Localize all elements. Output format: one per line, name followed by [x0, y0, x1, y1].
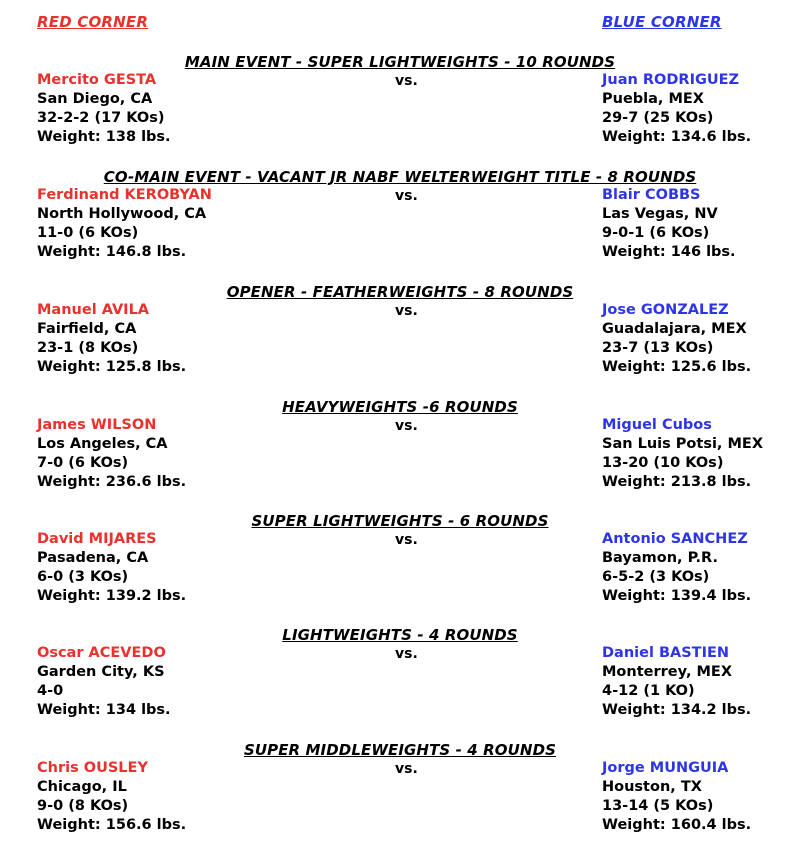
- fighter-hometown: Monterrey, MEX: [602, 664, 733, 680]
- blue-fighter: [602, 530, 751, 606]
- bout-title: SUPER MIDDLEWEIGHTS - 4 ROUNDS: [243, 741, 557, 759]
- bout-main-event: [0, 52, 800, 152]
- fighter-name: Jorge MUNGUIA: [602, 760, 729, 776]
- fighter-hometown: San Luis Potsi, MEX: [602, 436, 764, 452]
- red-fighter: [37, 416, 186, 492]
- fighter-record: 11-0 (6 KOs): [37, 225, 139, 241]
- vs-label: vs.: [395, 73, 418, 89]
- fighter-weight: Weight: 156.6 lbs.: [37, 817, 187, 833]
- fighter-record: 32-2-2 (17 KOs): [37, 110, 165, 126]
- fighter-weight: Weight: 134.6 lbs.: [602, 129, 752, 145]
- fighter-hometown: San Diego, CA: [37, 91, 153, 107]
- fighter-name: Juan RODRIGUEZ: [602, 72, 740, 88]
- red-fighter: [37, 644, 171, 720]
- bout-co-main-event: [0, 167, 800, 267]
- blue-corner-header: BLUE CORNER: [602, 13, 722, 31]
- bout-title: HEAVYWEIGHTS -6 ROUNDS: [282, 398, 518, 416]
- fighter-hometown: Chicago, IL: [37, 779, 127, 795]
- fighter-hometown: Bayamon, P.R.: [602, 550, 718, 566]
- fighter-record: 23-1 (8 KOs): [37, 340, 139, 356]
- vs-label: vs.: [395, 761, 418, 777]
- fighter-hometown: North Hollywood, CA: [37, 206, 207, 222]
- bout-opener: [0, 282, 800, 382]
- fighter-record: 9-0-1 (6 KOs): [602, 225, 710, 241]
- fighter-name: Chris OUSLEY: [37, 760, 148, 776]
- bout-title: SUPER LIGHTWEIGHTS - 6 ROUNDS: [251, 512, 549, 530]
- fighter-record: 23-7 (13 KOs): [602, 340, 714, 356]
- fighter-weight: Weight: 134.2 lbs.: [602, 702, 752, 718]
- fighter-record: 7-0 (6 KOs): [37, 455, 129, 471]
- fighter-name: Manuel AVILA: [37, 302, 150, 318]
- fighter-weight: Weight: 139.2 lbs.: [37, 588, 187, 604]
- red-fighter: [37, 71, 171, 147]
- vs-label: vs.: [395, 646, 418, 662]
- fighter-name: Jose GONZALEZ: [602, 302, 729, 318]
- fighter-hometown: Houston, TX: [602, 779, 702, 795]
- fighter-record: 4-12 (1 KO): [602, 683, 695, 699]
- fighter-hometown: Garden City, KS: [37, 664, 165, 680]
- red-fighter: [37, 759, 186, 835]
- bout-super-middleweights: [0, 740, 800, 840]
- fighter-record: 6-5-2 (3 KOs): [602, 569, 710, 585]
- vs-label: vs.: [395, 188, 418, 204]
- vs-label: vs.: [395, 418, 418, 434]
- blue-fighter: [602, 644, 751, 720]
- fighter-weight: Weight: 160.4 lbs.: [602, 817, 752, 833]
- blue-fighter: [602, 186, 736, 262]
- fighter-hometown: Los Angeles, CA: [37, 436, 168, 452]
- fighter-weight: Weight: 236.6 lbs.: [37, 474, 187, 490]
- bout-title: LIGHTWEIGHTS - 4 ROUNDS: [282, 626, 518, 644]
- fighter-name: Daniel BASTIEN: [602, 645, 730, 661]
- fighter-weight: Weight: 125.6 lbs.: [602, 359, 752, 375]
- fighter-weight: Weight: 125.8 lbs.: [37, 359, 187, 375]
- fighter-name: David MIJARES: [37, 531, 157, 547]
- red-corner-header: RED CORNER: [37, 13, 149, 31]
- vs-label: vs.: [395, 532, 418, 548]
- fighter-hometown: Fairfield, CA: [37, 321, 137, 337]
- bout-heavyweights: [0, 397, 800, 497]
- fighter-weight: Weight: 146 lbs.: [602, 244, 736, 260]
- bout-title: OPENER - FEATHERWEIGHTS - 8 ROUNDS: [226, 283, 574, 301]
- fighter-name: Ferdinand KEROBYAN: [37, 187, 212, 203]
- fighter-name: James WILSON: [37, 417, 157, 433]
- fighter-weight: Weight: 213.8 lbs.: [602, 474, 752, 490]
- bout-lightweights: [0, 625, 800, 725]
- fighter-record: 29-7 (25 KOs): [602, 110, 714, 126]
- fighter-record: 6-0 (3 KOs): [37, 569, 129, 585]
- vs-label: vs.: [395, 303, 418, 319]
- bout-super-lightweights: [0, 511, 800, 611]
- fighter-weight: Weight: 139.4 lbs.: [602, 588, 752, 604]
- fighter-name: Antonio SANCHEZ: [602, 531, 748, 547]
- bout-title: CO-MAIN EVENT - VACANT JR NABF WELTERWEIGHT TITLE - 8 ROUNDS: [103, 168, 697, 186]
- bout-title: MAIN EVENT - SUPER LIGHTWEIGHTS - 10 ROUNDS: [184, 53, 616, 71]
- fighter-weight: Weight: 138 lbs.: [37, 129, 171, 145]
- blue-fighter: [602, 416, 763, 492]
- red-fighter: [37, 186, 212, 262]
- fighter-record: 13-20 (10 KOs): [602, 455, 724, 471]
- fighter-name: Blair COBBS: [602, 187, 701, 203]
- fighter-hometown: Guadalajara, MEX: [602, 321, 747, 337]
- fighter-weight: Weight: 146.8 lbs.: [37, 244, 187, 260]
- fighter-record: 13-14 (5 KOs): [602, 798, 714, 814]
- fighter-weight: Weight: 134 lbs.: [37, 702, 171, 718]
- fighter-hometown: Puebla, MEX: [602, 91, 704, 107]
- blue-fighter: [602, 301, 751, 377]
- fighter-hometown: Las Vegas, NV: [602, 206, 718, 222]
- fighter-name: Mercito GESTA: [37, 72, 157, 88]
- fighter-name: Miguel Cubos: [602, 417, 712, 433]
- fighter-name: Oscar ACEVEDO: [37, 645, 166, 661]
- blue-fighter: [602, 71, 751, 147]
- fighter-record: 4-0: [37, 683, 64, 699]
- fighter-hometown: Pasadena, CA: [37, 550, 149, 566]
- blue-fighter: [602, 759, 751, 835]
- red-fighter: [37, 530, 186, 606]
- red-fighter: [37, 301, 186, 377]
- fighter-record: 9-0 (8 KOs): [37, 798, 129, 814]
